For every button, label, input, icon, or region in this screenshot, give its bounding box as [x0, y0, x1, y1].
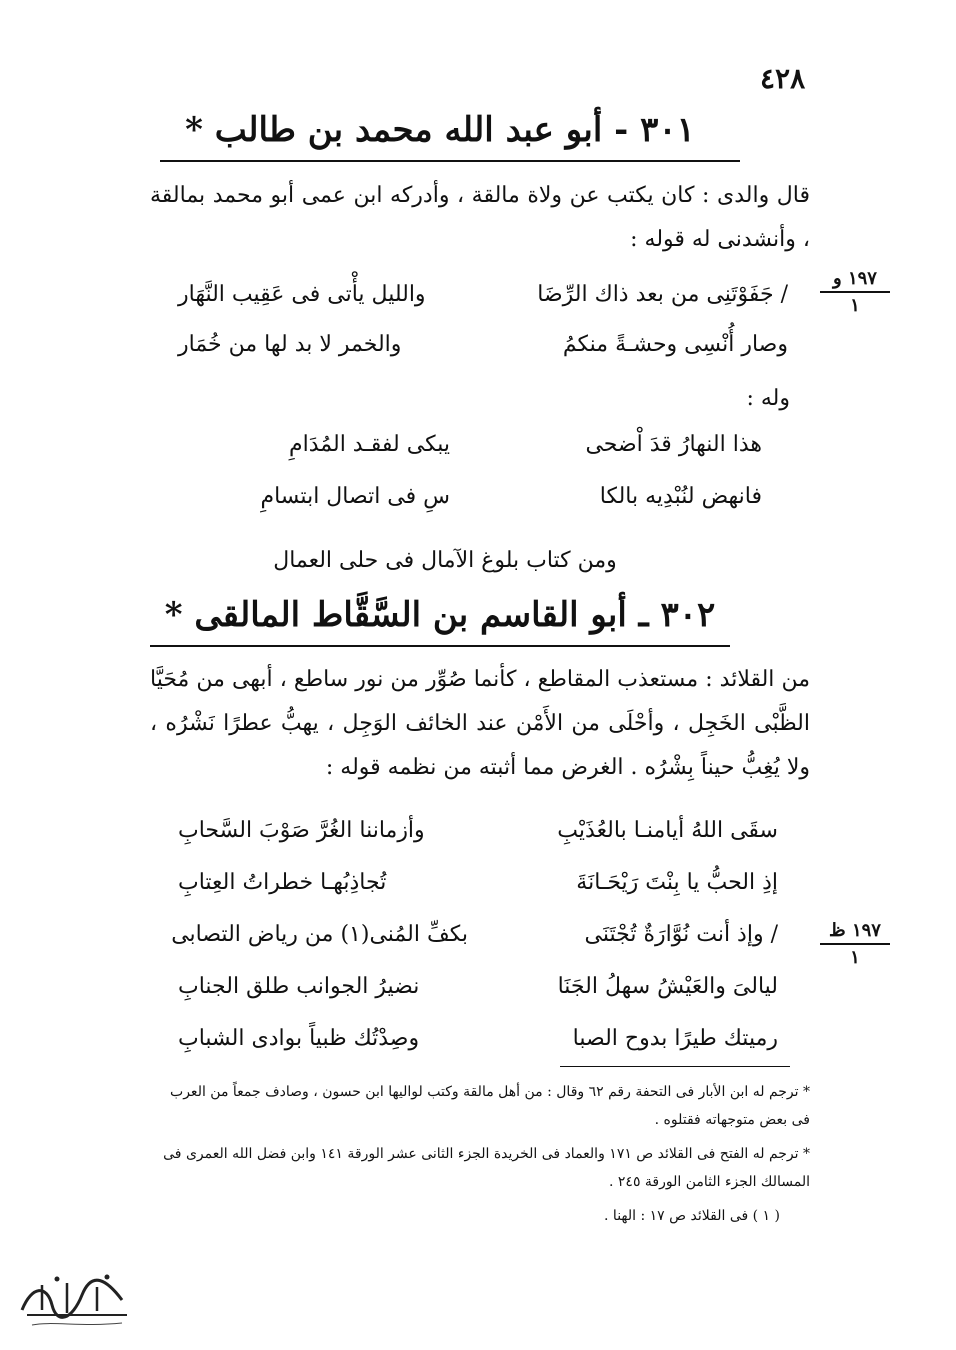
poem2-line2-left: سِ فى اتصال ابتسامِ	[260, 484, 450, 509]
poem2-line2-right: فانهض لنُبْدِيه بالكا	[599, 484, 762, 509]
footnote-1: * ترجم له ابن الأبار فى التحفة رقم ٦٢ وقال : من أهل مالقة وكتب لواليها ابن حسون ، وصادف جمعاً من العرب فى بعض متوجهاته فقتلوه .	[170, 1084, 810, 1128]
poem1-line2-right: وصار أُنْسِى وحشـةً منكمُ	[562, 332, 788, 357]
poem2-line1-left: يبكى لفقـد المُدَامِ	[288, 432, 450, 457]
poem2-line1-right: هذا النهارُ قدَ اْضحى	[585, 432, 762, 457]
poem3-line5-left: وصِدْتُك ظبياً بوادى الشبابِ	[178, 1026, 420, 1051]
footnote-2: * ترجم له الفتح فى القلائد ص ١٧١ والعماد فى الخريدة الجزء الثانى عشر الورقة ١٤١ وابن فضل الله العمرى فى المسالك الجزء الثامن الورقة ٢٤٥ .	[163, 1146, 810, 1190]
poem3-line4-right: ليالىَ والعَيْشُ سهلُ الجَنَا	[557, 974, 778, 999]
poem3-line4-left: نضيرُ الجوانب طلق الجنابِ	[178, 974, 420, 999]
page-number: ٤٢٨	[760, 62, 806, 95]
entry-302-heading: ٣٠٢ ـ أبو القاسم بن السَّقَّاط المالقى *	[164, 595, 716, 635]
poem3-line5-right: رميتك طيرًا بدوح الصبا	[572, 1026, 778, 1051]
heading-underline-301	[160, 160, 740, 162]
folio-note-bottom: ١	[850, 295, 860, 316]
folio-note-top: ١٩٧ ظ	[829, 920, 881, 941]
poem3-line2-left: تُجاذِبُهـا خطراتُ العِتابِ	[178, 870, 387, 895]
entry-301-heading: ٣٠١ - أبو عبد الله محمد بن طالب *	[185, 110, 695, 150]
poem3-line1-left: وأزماننا الغُرَّ صَوْبَ السَّحابِ	[178, 818, 425, 843]
source-line: ومن كتاب بلوغ الآمال فى حلى العمال	[273, 548, 617, 573]
poem1-line1-left: والليل يأْتى فى عَقِيب النَّهَار	[178, 282, 426, 307]
folio-note-rule	[820, 291, 890, 293]
heading-underline-302	[150, 645, 730, 647]
poem1-line2-left: والخمر لا بد لها من خُمَار	[178, 332, 402, 357]
poem3-line2-right: إذِ الحبُّ يا بِنْتَ رَيْحَـانَةَ	[576, 870, 778, 895]
library-logo-icon	[12, 1265, 142, 1335]
lahu-label: وله :	[746, 386, 790, 411]
poem1-line1-right: / جَفَوْتَنِى من بعد ذاك الرِّضَا	[537, 282, 788, 307]
folio-note-top: ١٩٧ و	[833, 268, 877, 289]
entry-302-intro: من القلائد : مستعذب المقاطع ، كأنما صُوِّر من نور ساطع ، أبهى من مُحَيَّا الظَّبْى الخَجِل ، وأحْلَى من الأَمْن عند الخائف الوَجِل ، يهبُّ عطرًا نَشْرُه ، ولا يُغِبُّ حيناً بِشْرُه . الغرض مما أثبته من نظمه قوله :	[150, 667, 810, 780]
entry-301-intro: قال والدى : كان يكتب عن ولاة مالقة ، وأدركه ابن عمى أبو محمد بمالقة ، وأنشدنى له قوله :	[150, 183, 810, 252]
poem3-line1-right: سقَى اللهُ أيامنـا بالعُذَيْبِ	[557, 818, 778, 843]
poem3-line3-right: / وإذ أنت نُوَّارَةٌ تُجْتَنَى	[584, 922, 778, 947]
footnote-separator	[560, 1066, 790, 1067]
folio-note-bottom: ١	[850, 947, 860, 968]
poem3-line3-left: بكفِّ المُنى(١) من رياض التصابى	[171, 922, 468, 947]
folio-note-197v	[820, 920, 890, 968]
folio-note-197r	[820, 268, 890, 316]
folio-note-rule	[820, 943, 890, 945]
footnote-3: ( ١ ) فى القلائد ص ١٧ : الهنا .	[604, 1208, 780, 1224]
